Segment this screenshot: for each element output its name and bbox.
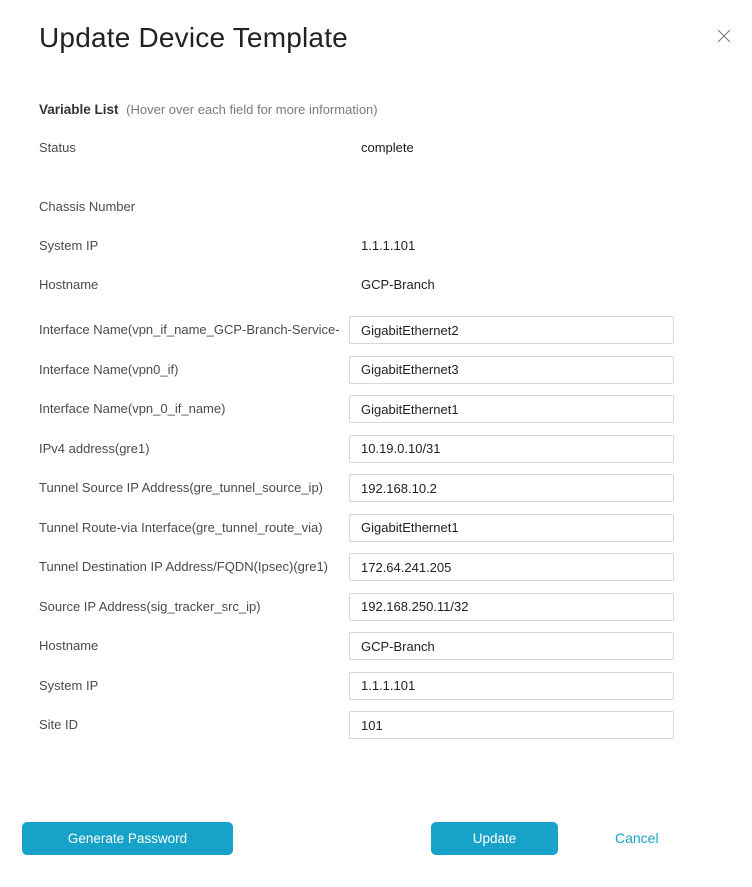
editable-field-row [39, 435, 752, 463]
variable-list-heading: Variable List [39, 102, 119, 117]
field-input[interactable] [349, 514, 674, 542]
editable-field-row [39, 711, 752, 739]
field-value: 1.1.1.101 [361, 238, 416, 253]
field-label: System IP [39, 238, 99, 253]
field-input[interactable] [349, 672, 674, 700]
field-label: Site ID [39, 717, 79, 732]
field-input[interactable] [349, 316, 674, 344]
field-value: complete [361, 140, 414, 155]
cancel-link[interactable]: Cancel [615, 830, 659, 846]
field-label: System IP [39, 677, 99, 693]
editable-field-row [39, 593, 752, 621]
editable-field-row [39, 474, 752, 502]
field-label: Source IP Address(sig_tracker_src_ip) [39, 598, 261, 614]
field-label: IPv4 address(gre1) [39, 440, 150, 456]
field-label: Interface Name(vpn_if_name_GCP-Branch-Service- [39, 322, 340, 337]
editable-field-row [39, 553, 752, 581]
static-field-row [39, 199, 752, 215]
static-field-row [39, 140, 752, 156]
field-input[interactable] [349, 435, 674, 463]
static-field-row [39, 238, 752, 254]
close-icon[interactable] [716, 28, 732, 44]
variable-rows [0, 140, 752, 739]
field-input[interactable] [349, 395, 674, 423]
field-input[interactable] [349, 632, 674, 660]
field-label: Chassis Number [39, 199, 136, 214]
field-label: Tunnel Destination IP Address/FQDN(Ipsec)(gre1) [39, 559, 329, 574]
field-label: Interface Name(vpn0_if) [39, 361, 179, 377]
field-label: Tunnel Source IP Address(gre_tunnel_source_ip) [39, 480, 324, 495]
editable-field-row [39, 356, 752, 384]
editable-field-row [39, 395, 752, 423]
field-value: GCP-Branch [361, 277, 435, 292]
field-input[interactable] [349, 711, 674, 739]
field-input[interactable] [349, 553, 674, 581]
editable-field-row [39, 672, 752, 700]
generate-password-button[interactable]: Generate Password [22, 822, 233, 855]
field-input[interactable] [349, 474, 674, 502]
field-label: Tunnel Route-via Interface(gre_tunnel_route_via) [39, 519, 323, 535]
variable-list-hint: (Hover over each field for more information) [126, 102, 378, 117]
field-input[interactable] [349, 593, 674, 621]
field-label: Hostname [39, 277, 99, 292]
field-label: Interface Name(vpn_0_if_name) [39, 401, 226, 416]
update-device-template-dialog [0, 22, 752, 887]
page-title: Update Device Template [39, 22, 348, 53]
editable-field-row [39, 316, 752, 344]
editable-field-row [39, 632, 752, 660]
update-button[interactable]: Update [431, 822, 558, 855]
field-input[interactable] [349, 356, 674, 384]
static-field-row [39, 277, 752, 293]
field-label: Status [39, 140, 76, 155]
editable-field-row [39, 514, 752, 542]
field-label: Hostname [39, 638, 99, 653]
variable-list-header [39, 103, 752, 117]
dialog-footer [0, 822, 752, 855]
